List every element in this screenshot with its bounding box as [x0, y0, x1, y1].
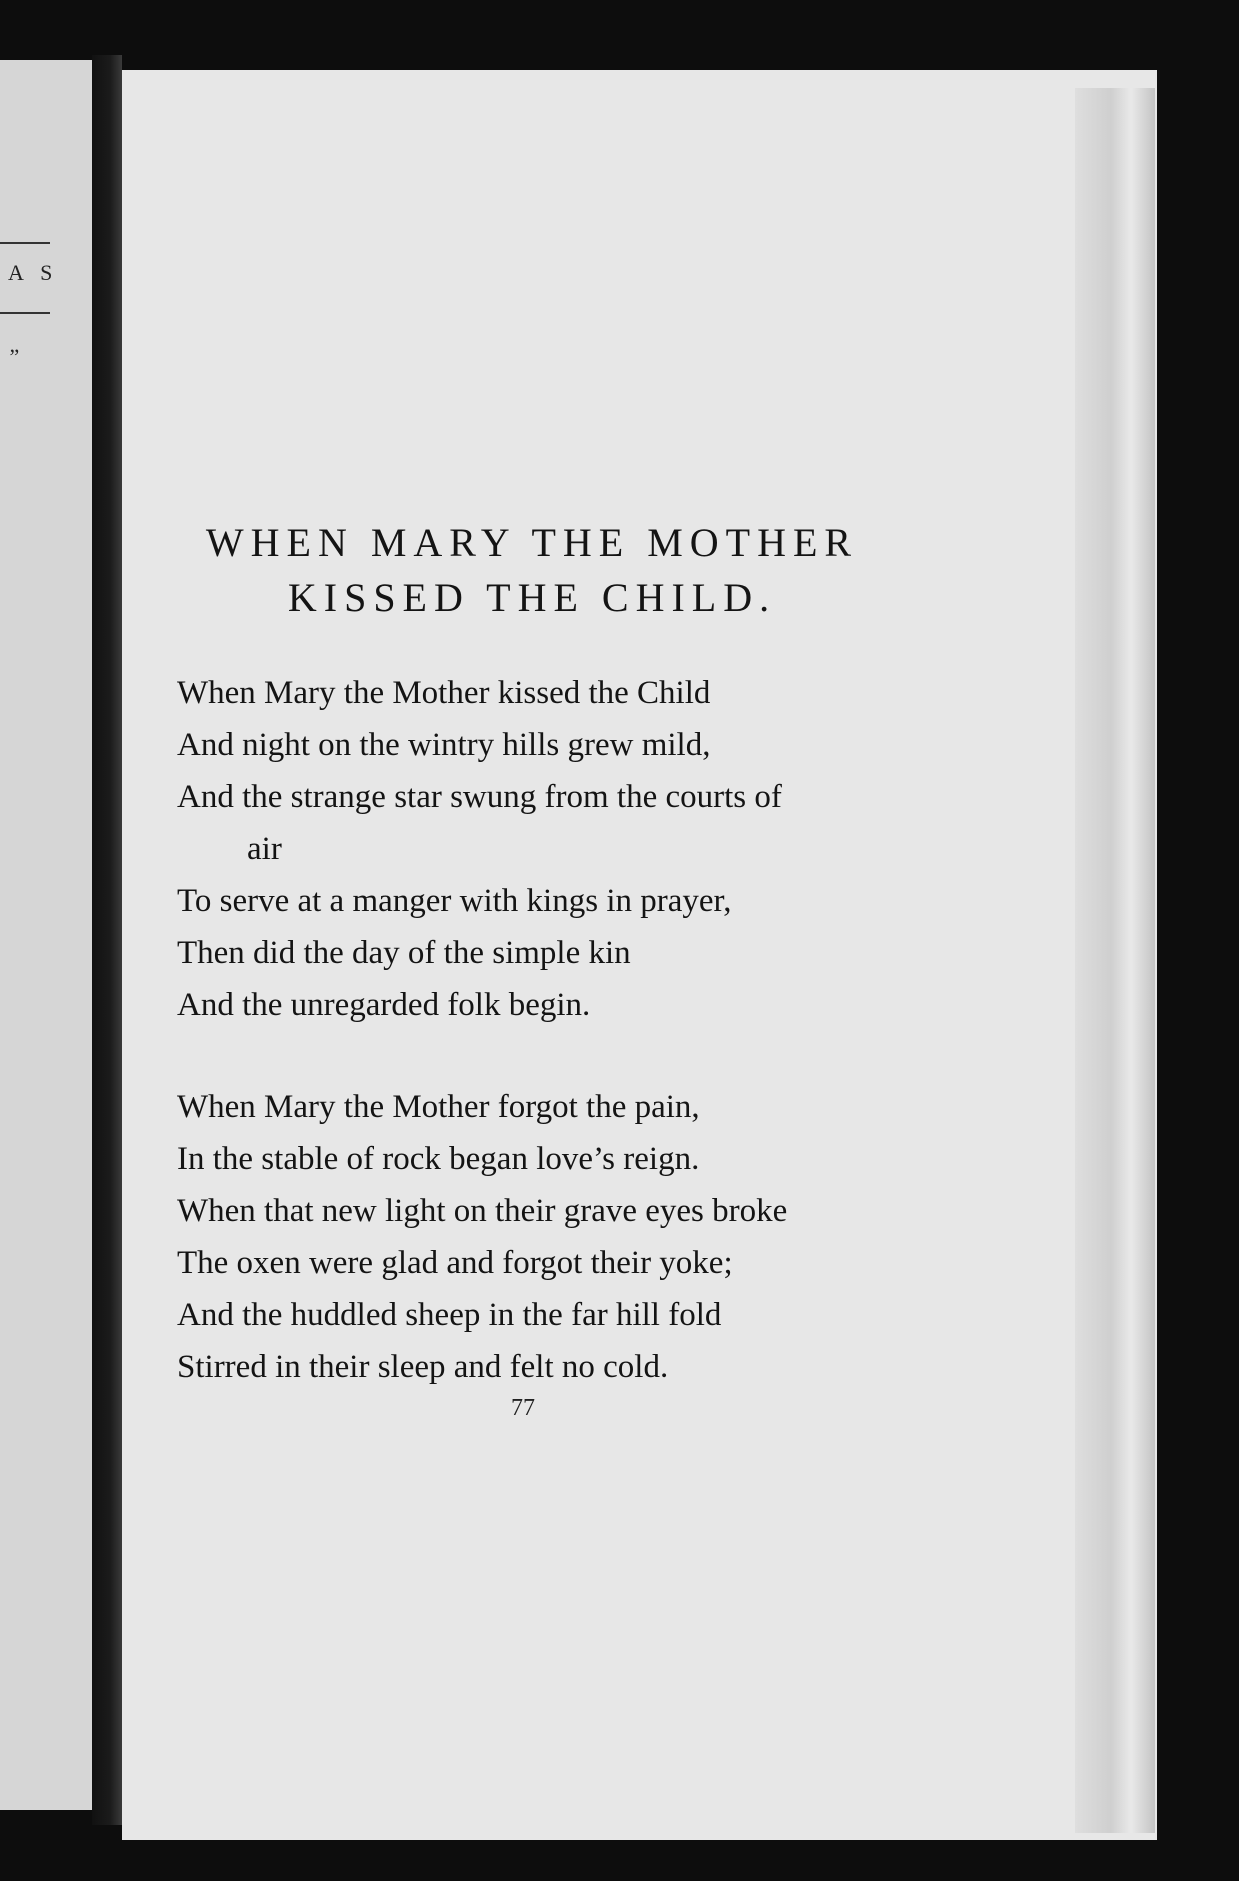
book-gutter	[92, 55, 122, 1825]
poem-line: To serve at a manger with kings in prayer,	[177, 883, 732, 919]
poem-line: In the stable of rock began love’s reign.	[177, 1141, 700, 1177]
page-number: 77	[511, 1395, 535, 1421]
poem	[177, 515, 907, 1393]
header-rule-bottom	[0, 312, 50, 314]
poem-line-continuation: air	[247, 831, 282, 867]
poem-line: Then did the day of the simple kin	[177, 935, 631, 971]
previous-page	[0, 60, 92, 1810]
poem-line: When Mary the Mother forgot the pain,	[177, 1089, 700, 1125]
header-rule-top	[0, 242, 50, 244]
poem-line: When Mary the Mother kissed the Child	[177, 675, 711, 711]
poem-line: And the unregarded folk begin.	[177, 987, 591, 1023]
stanza-2	[177, 1081, 907, 1393]
page-edge	[1075, 88, 1155, 1833]
poem-title-line-2: KISSED THE CHILD.	[287, 575, 777, 620]
poem-line: And night on the wintry hills grew mild,	[177, 727, 711, 763]
poem-line: Stirred in their sleep and felt no cold.	[177, 1349, 669, 1385]
background-right	[1157, 60, 1239, 1881]
poem-line: And the huddled sheep in the far hill fold	[177, 1297, 722, 1333]
poem-line: And the strange star swung from the courts of	[177, 779, 782, 815]
poem-title	[177, 515, 887, 625]
poem-line: The oxen were glad and forgot their yoke;	[177, 1245, 733, 1281]
poem-line: When that new light on their grave eyes broke	[177, 1193, 788, 1229]
previous-page-heading-fragment: A S	[8, 260, 59, 285]
stanza-1	[177, 667, 907, 1031]
previous-page-text-fragment: ”	[4, 344, 20, 369]
poem-title-line-1: WHEN MARY THE MOTHER	[205, 520, 859, 565]
